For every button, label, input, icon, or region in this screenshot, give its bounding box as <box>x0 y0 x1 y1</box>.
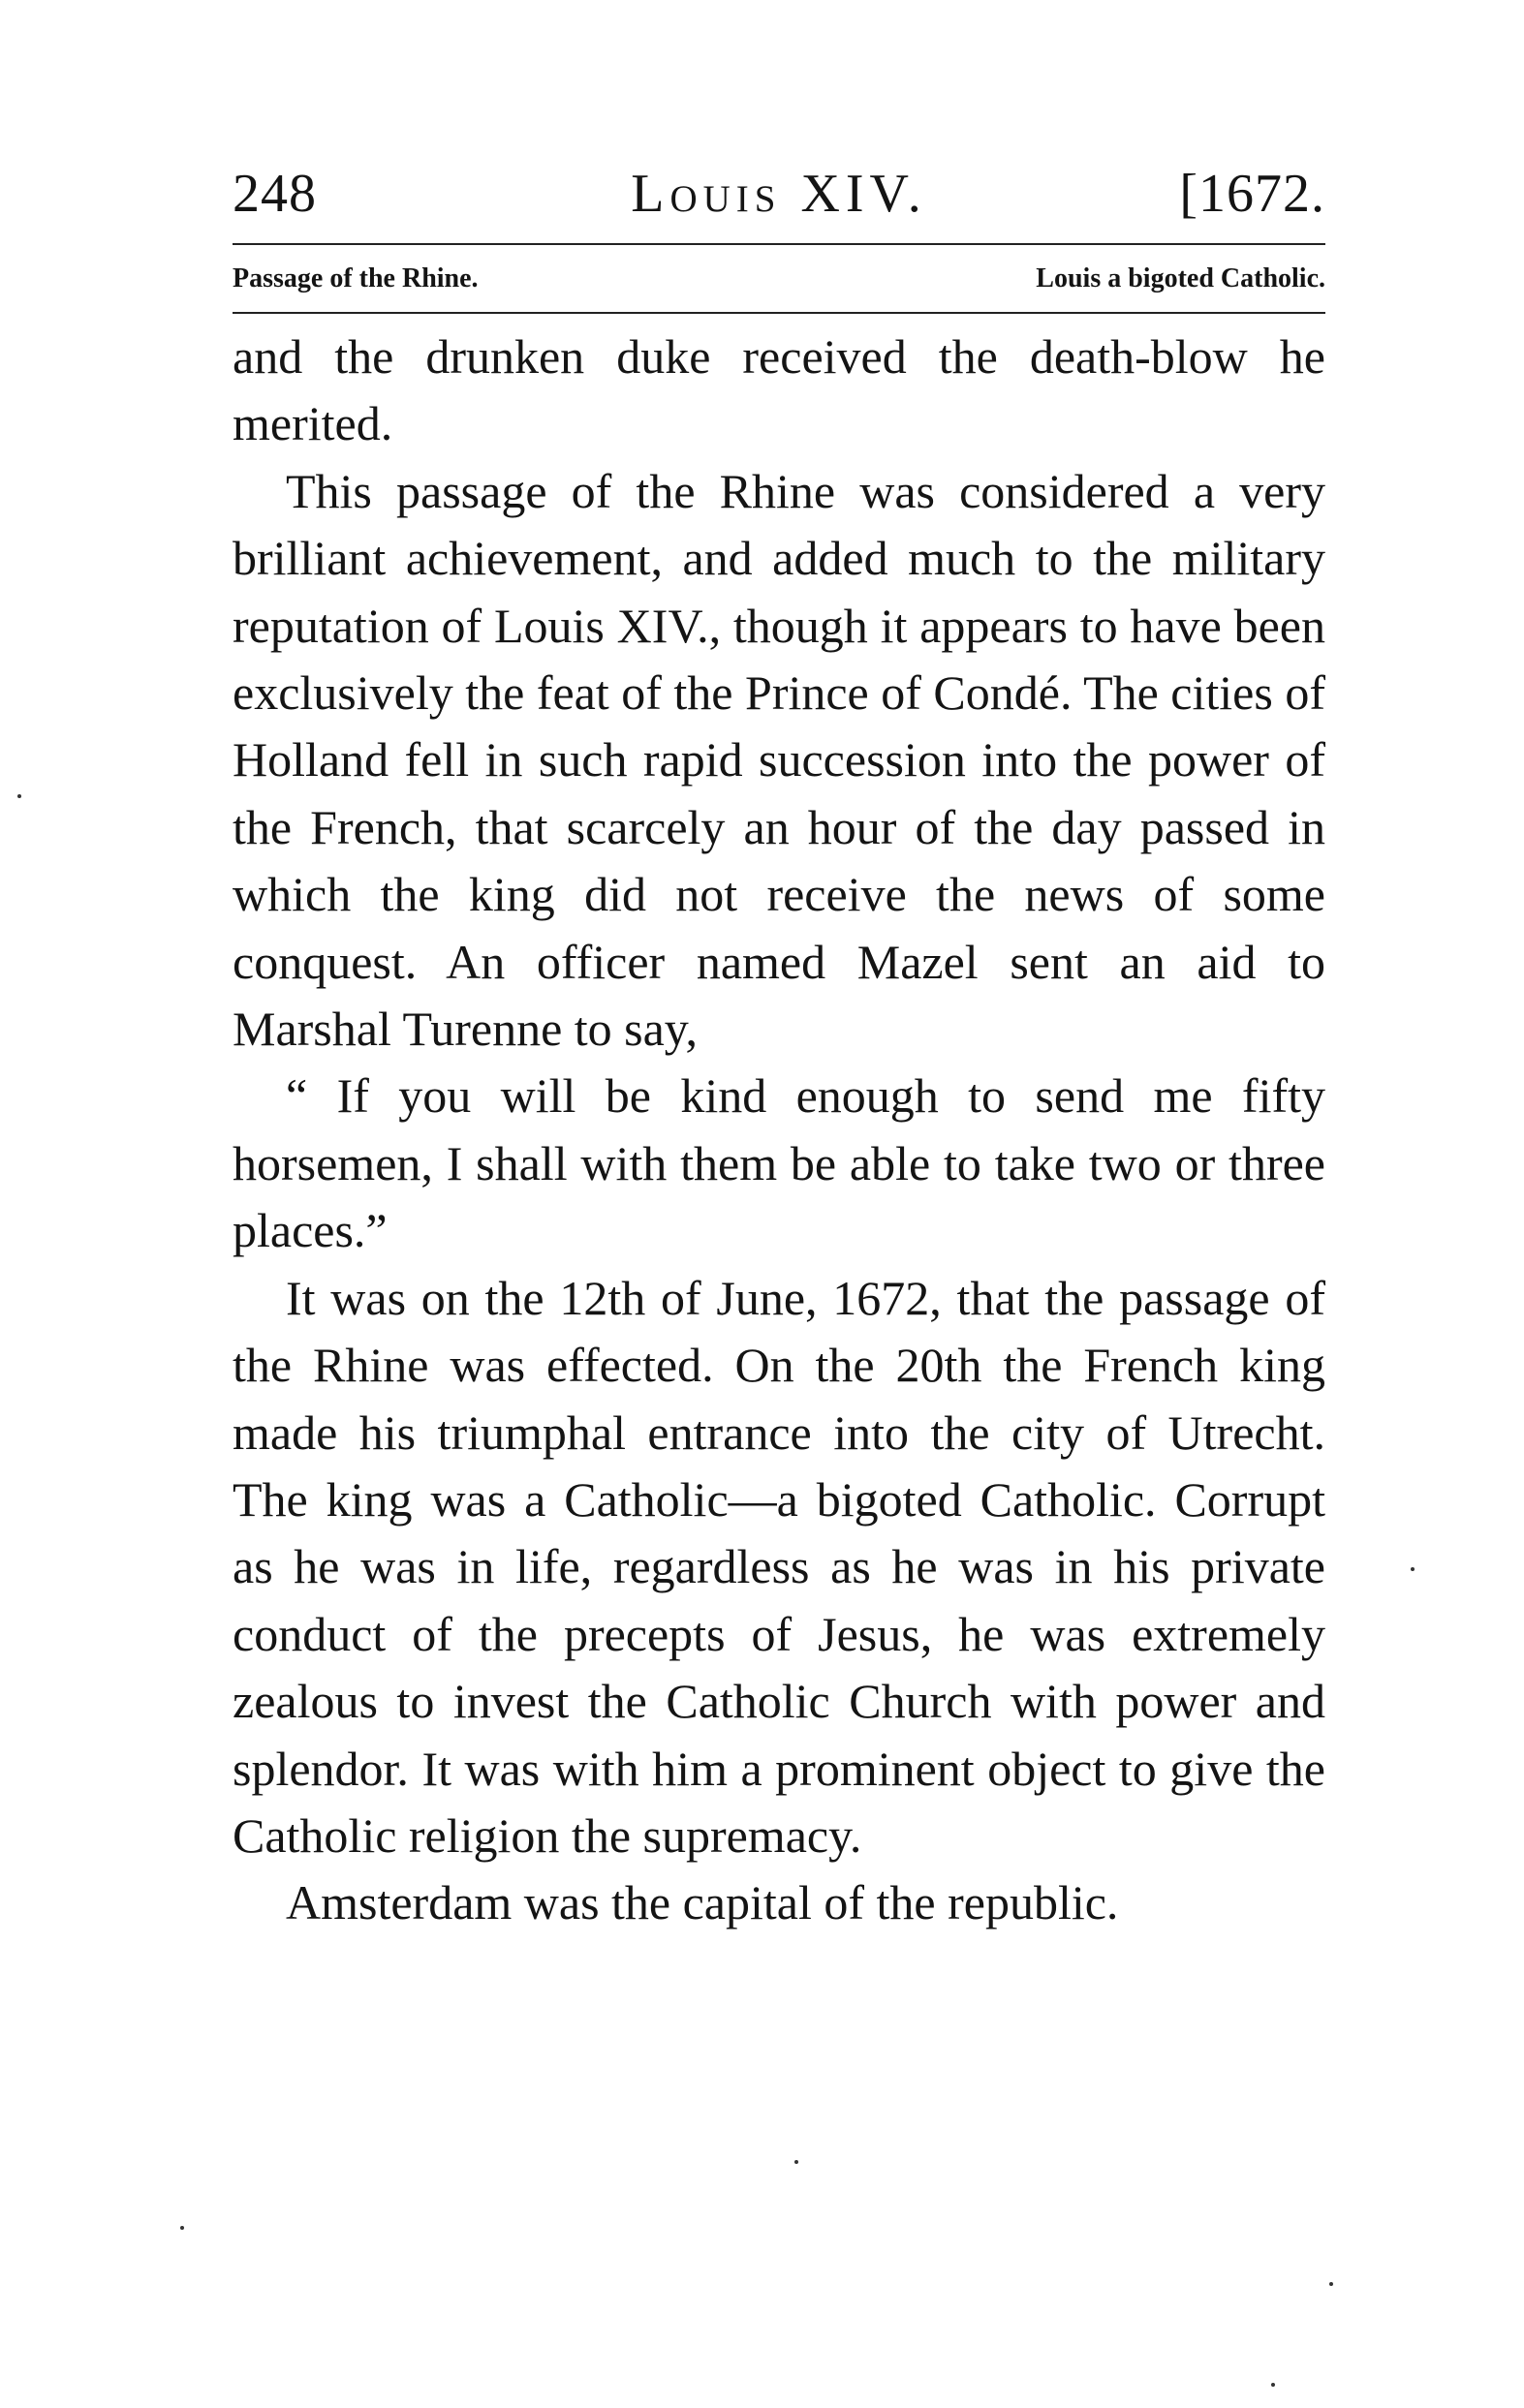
paper-speck <box>1411 1567 1415 1571</box>
paper-speck <box>180 2226 184 2230</box>
paper-speck <box>1329 2282 1333 2286</box>
paper-speck <box>1271 2383 1275 2387</box>
running-title: Louis XIV. <box>631 164 927 224</box>
header-rule-bottom <box>233 312 1325 314</box>
paper-speck <box>17 794 21 798</box>
paragraph: It was on the 12th of June, 1672, that the passage of the Rhine was effected. On the 20th the French king made his triumphal entrance into the city of Utrecht. The king was a Catholic—a bigoted Catholic. Corrupt as he was in life, regardless as he was in his private conduct of the precepts of Jesus, he was extremely zealous to invest the Catholic Church with power and splendor. It was with him a prominent object to give the Catholic religion the supremacy. <box>233 1270 1325 1863</box>
paragraph: This passage of the Rhine was considered a very brilliant achievement, and added much to the military reputation of Louis XIV., though it appears to have been exclusively the feat of the Prince of Condé. The cities of Holland fell in such rapid succession into the power of the French, that scarcely an hour of the day passed in which the king did not receive the news of some conquest. An officer named Mazel sent an aid to Marshal Turenne to say, <box>233 463 1325 1057</box>
side-head-right: Louis a bigoted Catholic. <box>1036 263 1325 293</box>
page-number: 248 <box>233 164 317 224</box>
paragraph: “ If you will be kind enough to send me fifty horsemen, I shall with them be able to take two or three places.” <box>233 1068 1325 1258</box>
side-heads <box>233 252 1325 306</box>
paragraph: and the drunken duke received the death-blow he merited. <box>233 329 1325 451</box>
paragraph: Amsterdam was the capital of the republic. <box>286 1875 1119 1930</box>
header-rule-top <box>233 243 1325 245</box>
paper-speck <box>794 2160 798 2164</box>
year-bracket: [1672. <box>1179 164 1325 224</box>
running-head <box>233 155 1325 232</box>
side-head-left: Passage of the Rhine. <box>233 263 479 293</box>
body-text <box>233 324 1325 1937</box>
